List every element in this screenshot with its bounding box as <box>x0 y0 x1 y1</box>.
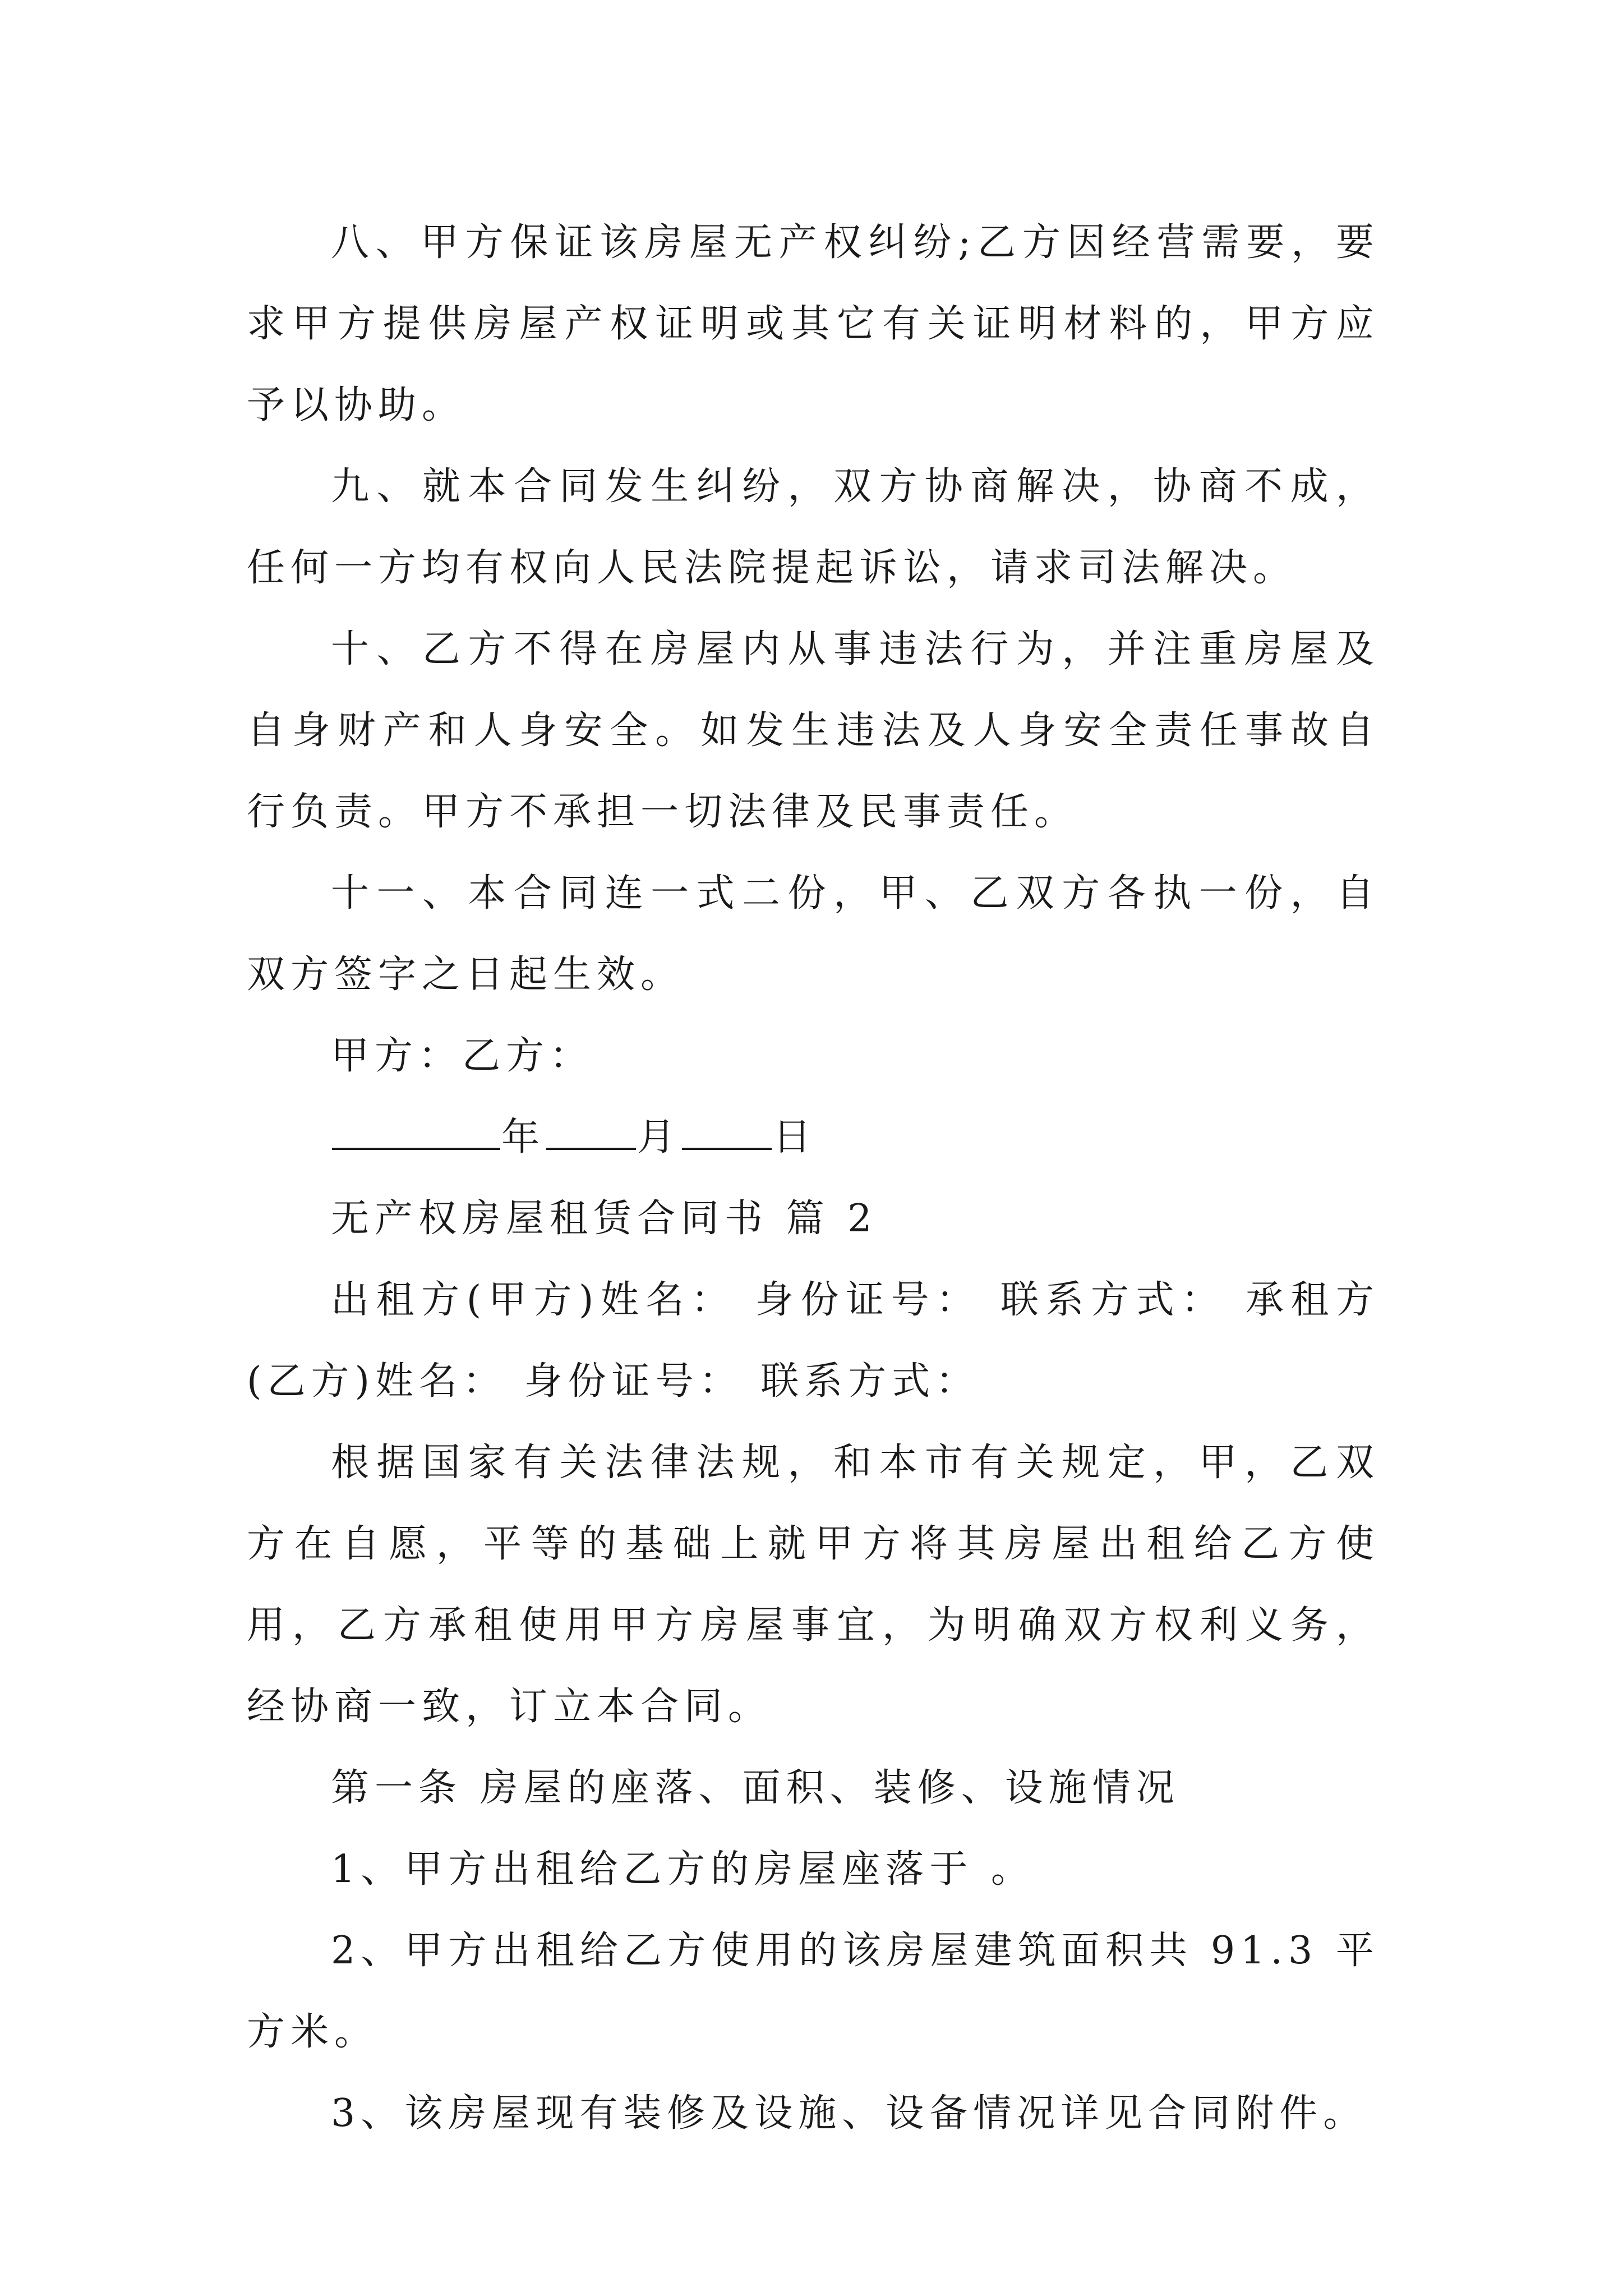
preamble: 根据国家有关法律法规，和本市有关规定，甲，乙双方在自愿，平等的基础上就甲方将其房屋出租给乙方使用，乙方承租使用甲方房屋事宜，为明确双方权利义务，经协商一致，订立本合同。 <box>247 1441 1380 1729</box>
clause-10: 十、乙方不得在房屋内从事违法行为，并注重房屋及自身财产和人身安全。如发生违法及人身安全责任事故自行负责。甲方不承担一切法律及民事责任。 <box>247 627 1380 834</box>
date-line <box>247 1097 1380 1178</box>
clause-9: 九、就本合同发生纠纷，双方协商解决，协商不成，任何一方均有权向人民法院提起诉讼，请求司法解决。 <box>247 464 1380 590</box>
signature-line: 甲方：乙方： <box>331 1034 594 1078</box>
year-blank <box>332 1115 500 1150</box>
article-1-item-2: 2、甲方出租给乙方使用的该房屋建筑面积共 91.3 平方米。 <box>247 1929 1380 2054</box>
article-1-item-1: 1、甲方出租给乙方的房屋座落于 。 <box>331 1847 1035 1892</box>
section-title: 无产权房屋租赁合同书 篇 2 <box>331 1197 878 1241</box>
clause-11: 十一、本合同连一式二份，甲、乙双方各执一份，自双方签字之日起生效。 <box>247 871 1380 997</box>
article-1-item-3: 3、该房屋现有装修及设施、设备情况详见合同附件。 <box>331 2091 1367 2136</box>
clause-8: 八、甲方保证该房屋无产权纠纷;乙方因经营需要，要求甲方提供房屋产权证明或其它有关证明材料的，甲方应予以协助。 <box>247 220 1380 427</box>
parties-info: 出租方(甲方)姓名： 身份证号： 联系方式： 承租方(乙方)姓名： 身份证号： 联系方式： <box>247 1278 1380 1404</box>
month-label: 月 <box>637 1115 681 1159</box>
document-body <box>247 202 1380 2154</box>
day-blank <box>682 1115 772 1150</box>
year-label: 年 <box>501 1115 546 1159</box>
day-label: 日 <box>773 1115 817 1159</box>
article-1-heading: 第一条 房屋的座落、面积、装修、设施情况 <box>331 1766 1180 1810</box>
month-blank <box>546 1115 636 1150</box>
